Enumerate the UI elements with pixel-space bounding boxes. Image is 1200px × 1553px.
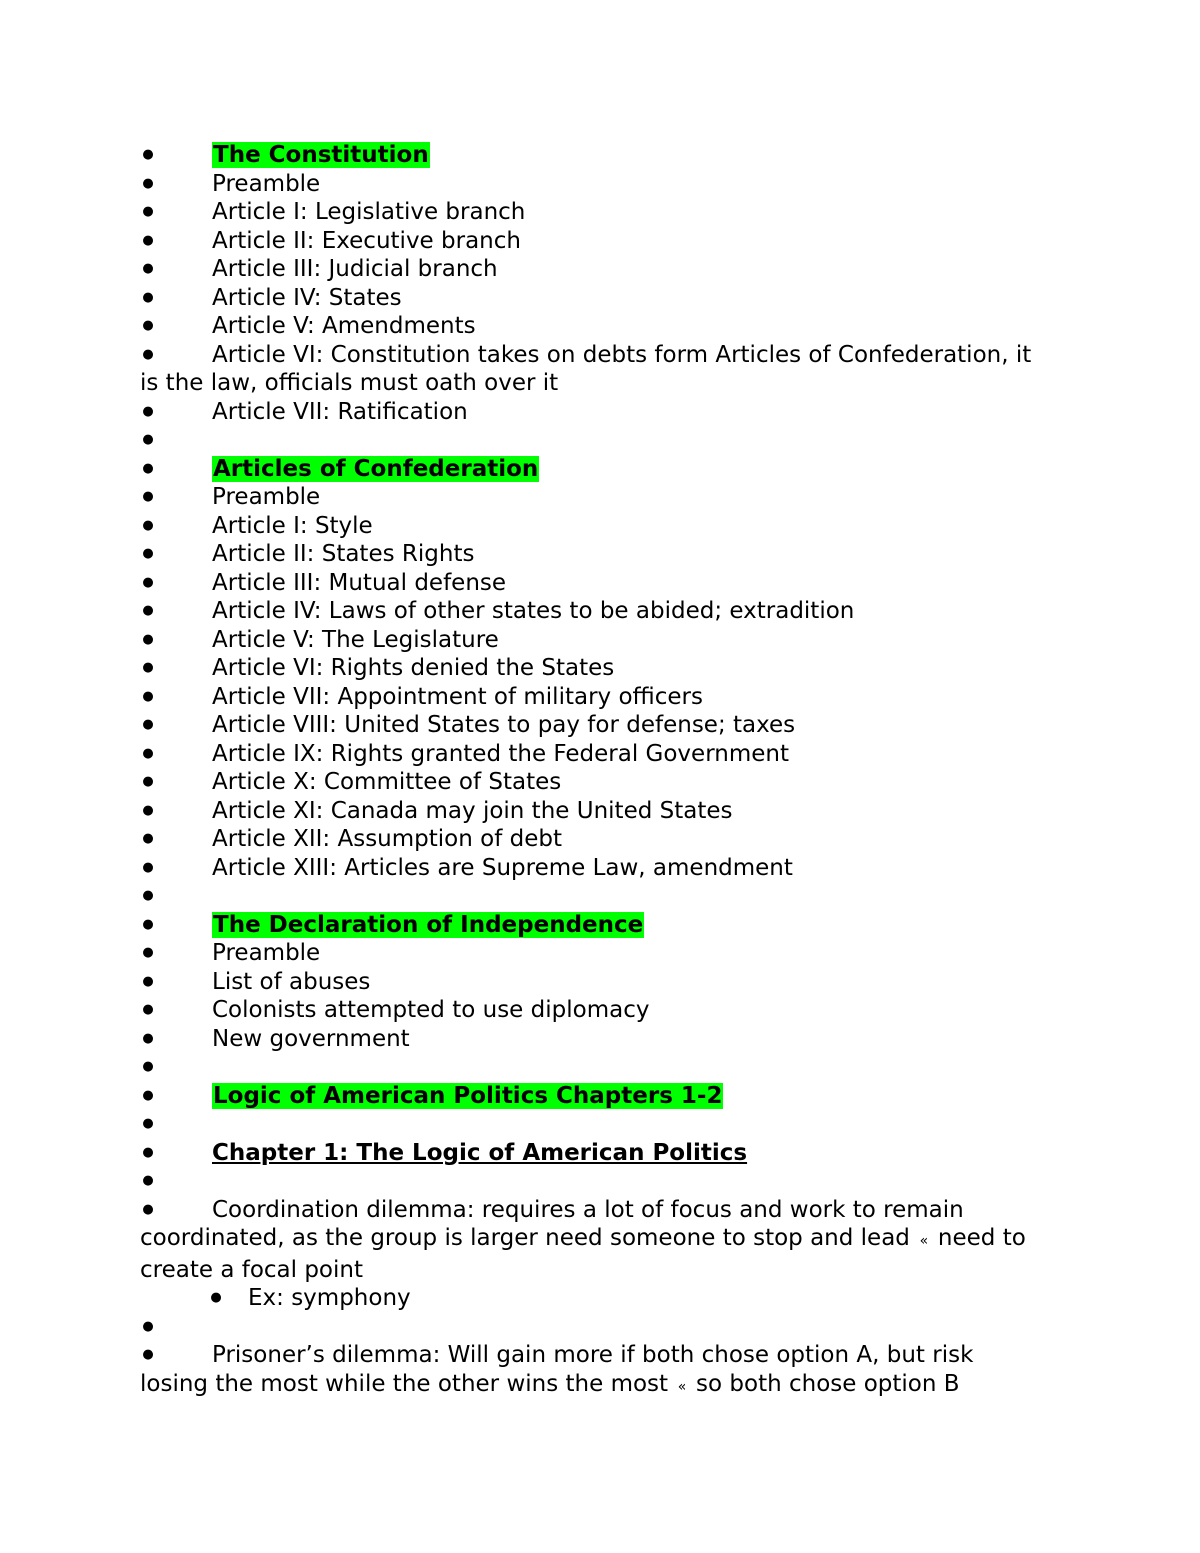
bullet-icon: ● [142, 916, 154, 932]
list-item-text: Article XIII: Articles are Supreme Law, amendment [212, 854, 793, 881]
list-item-text: New government [212, 1025, 410, 1052]
list-item-text: Article V: Amendments [212, 313, 476, 339]
bullet-icon: ● [142, 802, 154, 818]
section-heading-confederation: Articles of Confederation [213, 455, 539, 482]
bullet-icon: ● [142, 261, 154, 276]
bullet-icon: ● [142, 1201, 154, 1217]
list-item [140, 968, 1040, 997]
list-item [140, 854, 1040, 883]
list-item-text: Article IX: Rights granted the Federal Government [212, 740, 789, 767]
bullet-icon: ● [142, 1059, 154, 1074]
list-item [140, 825, 1040, 854]
bullet-icon: ● [142, 204, 154, 219]
list-item-text: need to create a focal point [140, 1225, 1026, 1283]
bullet-icon: ● [142, 660, 154, 675]
list-item-text: Article II: States Rights [212, 541, 475, 567]
list-item [140, 1082, 1040, 1111]
list-item [140, 170, 1040, 199]
list-item [140, 939, 1040, 968]
bullet-icon: ● [142, 888, 154, 903]
list-item-text: Article VI: Rights denied the States [212, 655, 615, 681]
section-heading-logic: Logic of American Politics Chapters 1-2 [213, 1082, 723, 1109]
bullet-icon: ● [142, 688, 154, 704]
list-item [140, 911, 1040, 940]
list-item-text: Article III: Mutual defense [212, 569, 507, 596]
list-item-text: Article V: The Legislature [212, 626, 499, 653]
list-item-text: Article VII: Appointment of military officers [212, 683, 703, 710]
bullet-icon: ● [142, 517, 154, 533]
list-item [140, 141, 1040, 170]
list-item-empty [140, 1313, 1040, 1342]
list-item-empty [140, 1110, 1040, 1139]
list-item [140, 569, 1040, 598]
bullet-icon: ● [142, 945, 154, 960]
arrow-icon: « [919, 1233, 929, 1249]
list-item [140, 540, 1040, 569]
section-heading-declaration: The Declaration of Independence [213, 911, 644, 938]
bullet-icon: ● [142, 1144, 154, 1160]
bullet-icon: ● [142, 460, 154, 476]
list-item-empty [140, 1167, 1040, 1196]
bullet-icon: ● [142, 831, 154, 846]
arrow-icon: « [677, 1378, 687, 1395]
bullet-icon: ● [142, 432, 154, 447]
bullet-icon: ● [142, 774, 154, 789]
list-item [140, 512, 1040, 541]
list-item-text: Article III: Judicial branch [212, 256, 498, 282]
list-item [140, 996, 1040, 1025]
list-item-text: Article I: Legislative branch [212, 199, 526, 225]
list-item [140, 284, 1040, 313]
list-item [140, 227, 1040, 256]
bullet-icon: ● [142, 175, 154, 191]
list-item [140, 654, 1040, 683]
bullet-icon: ● [142, 1030, 154, 1046]
bullet-icon: ● [142, 745, 154, 761]
list-item-text: Article I: Style [212, 512, 373, 539]
bullet-icon: ● [142, 346, 154, 362]
bullet-icon: ● [142, 859, 154, 875]
list-item-text: Prisoner’s dilemma: Will gain more if both chose option A, but risk losing the most while the other wins the most [140, 1342, 974, 1397]
list-item [140, 1196, 1040, 1285]
list-item-text: Colonists attempted to use diplomacy [212, 997, 650, 1023]
bullet-icon: ● [142, 232, 154, 248]
list-item [140, 711, 1040, 740]
bullet-icon: ● [142, 1002, 154, 1017]
list-item-text: Article IV: States [212, 284, 402, 311]
list-item-empty [140, 882, 1040, 911]
bullet-icon: ● [142, 403, 154, 419]
list-item-text: Article X: Committee of States [212, 769, 562, 795]
list-item [140, 797, 1040, 826]
list-item [140, 455, 1040, 484]
list-item [140, 255, 1040, 284]
bullet-icon: ● [142, 631, 154, 647]
list-item-text: Ex: symphony [248, 1285, 411, 1311]
list-item [140, 483, 1040, 512]
section-heading-constitution: The Constitution [213, 142, 429, 168]
bullet-icon: ● [142, 546, 154, 561]
list-item-sub [140, 1284, 1040, 1313]
bullet-icon: ● [142, 603, 154, 618]
chapter-heading: Chapter 1: The Logic of American Politics [212, 1139, 748, 1166]
list-item-text: Article VI: Constitution takes on debts form Articles of Confederation, it is the law, officials must oath over it [140, 341, 1032, 396]
list-item-text: Article II: Executive branch [212, 227, 521, 254]
list-item-text: Article XI: Canada may join the United States [212, 797, 733, 824]
list-item [140, 312, 1040, 341]
list-item [140, 683, 1040, 712]
bullet-icon: ● [142, 1318, 154, 1334]
list-item-text: Article IV: Laws of other states to be abided; extradition [212, 598, 855, 624]
bullet-icon: ● [142, 1173, 154, 1188]
list-item [140, 198, 1040, 227]
list-item-text: Preamble [212, 940, 321, 966]
list-item-text: Article XII: Assumption of debt [212, 826, 562, 852]
list-item-text: Preamble [212, 484, 321, 510]
bullet-icon: ● [142, 1347, 154, 1362]
list-item-text: so both chose option B [696, 1370, 960, 1397]
bullet-icon: ● [142, 973, 154, 989]
bullet-icon: ● [142, 1087, 154, 1103]
list-item-text: Preamble [212, 170, 321, 197]
bullet-icon: ● [142, 147, 154, 162]
notes-body [140, 141, 1040, 1401]
bullet-icon: ● [142, 1116, 154, 1131]
list-item [140, 740, 1040, 769]
bullet-icon: ● [142, 574, 154, 590]
list-item [140, 768, 1040, 797]
list-item-text: Article VII: Ratification [212, 398, 468, 425]
list-item-empty [140, 426, 1040, 455]
bullet-icon: ● [210, 1290, 222, 1305]
list-item [140, 1139, 1040, 1168]
list-item-text: List of abuses [212, 968, 371, 995]
list-item-text: Article VIII: United States to pay for defense; taxes [212, 712, 796, 738]
list-item [140, 1025, 1040, 1054]
bullet-icon: ● [142, 717, 154, 732]
list-item [140, 398, 1040, 427]
bullet-icon: ● [142, 318, 154, 333]
bullet-icon: ● [142, 289, 154, 305]
list-item [140, 1341, 1040, 1401]
list-item [140, 626, 1040, 655]
bullet-icon: ● [142, 489, 154, 504]
list-item-empty [140, 1053, 1040, 1082]
list-item [140, 341, 1040, 398]
list-item-text: Coordination dilemma: requires a lot of focus and work to remain coordinated, as the group is larger need someone to stop and lead [140, 1196, 964, 1251]
list-item [140, 597, 1040, 626]
